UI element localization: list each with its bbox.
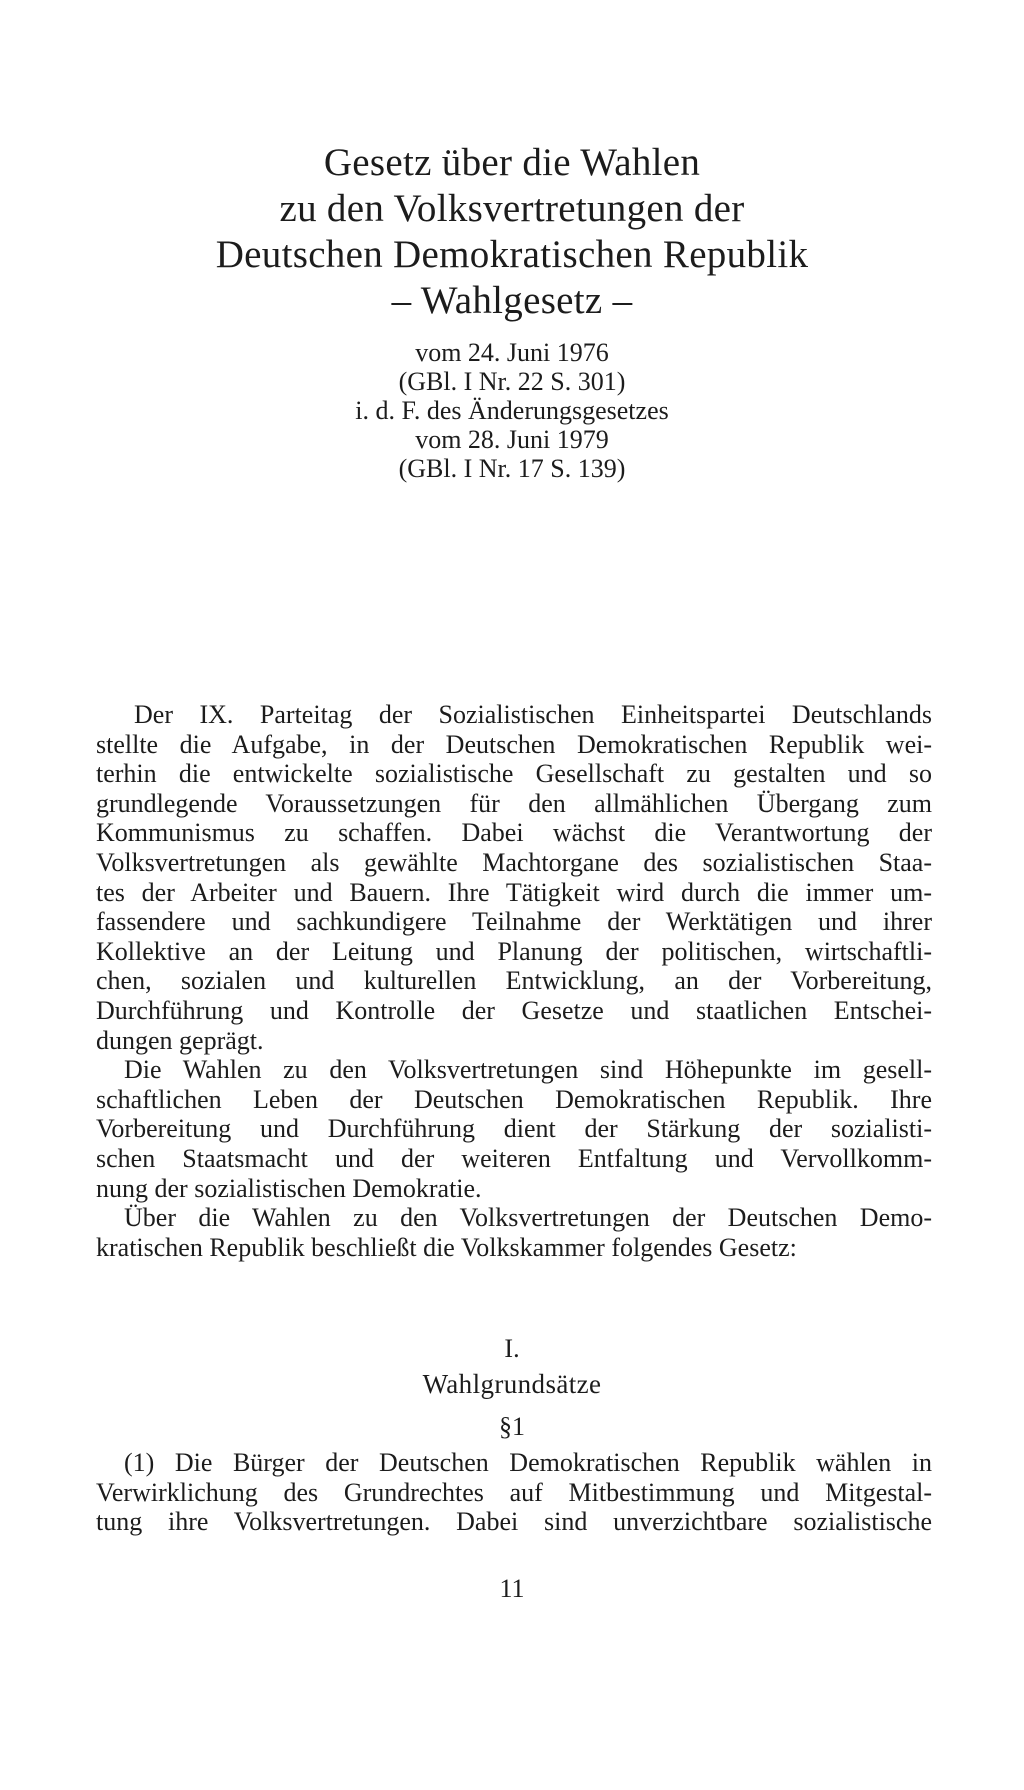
text-line: tung ihre Volksvertretungen. Dabei sind unverzichtbare sozialistische [96,1507,932,1537]
text-line: grundlegende Voraussetzungen für den allmählichen Übergang zum [96,788,932,818]
paragraph-sign: §1 [499,1412,525,1441]
text-line: Verwirklichung des Grundrechtes auf Mitbestimmung und Mitgestal- [96,1477,932,1507]
section-number: I. [504,1334,520,1363]
law-title [0,140,1024,324]
text-line: Volksvertretungen als gewählte Machtorgane des sozialistischen Staa- [96,847,932,877]
text-line: kratischen Republik beschließt die Volkskammer folgendes Gesetz: [96,1232,797,1262]
text-line: (1) Die Bürger der Deutschen Demokratischen Republik wählen in [124,1448,932,1477]
text-line: nung der sozialistischen Demokratie. [96,1173,482,1203]
text-line: dungen geprägt. [96,1025,264,1055]
text-line: schen Staatsmacht und der weiteren Entfaltung und Vervollkomm- [96,1143,932,1173]
page-number: 11 [499,1574,525,1603]
title-line: Gesetz über die Wahlen [323,141,701,184]
section-title: Wahlgrundsätze [422,1369,602,1399]
title-line: – Wahlgesetz – [391,279,633,322]
text-line: Vorbereitung und Durchführung dient der Stärkung der sozialisti- [96,1114,932,1144]
text-line: tes der Arbeiter und Bauern. Ihre Tätigkeit wird durch die immer um- [96,877,932,907]
source-line: vom 24. Juni 1976 [415,338,609,367]
text-line: Die Wahlen zu den Volksvertretungen sind Höhepunkte im gesell- [124,1055,932,1085]
text-line: stellte die Aufgabe, in der Deutschen Demokratischen Republik wei- [96,729,932,759]
source-line: (GBl. I Nr. 22 S. 301) [398,367,626,396]
source-line: (GBl. I Nr. 17 S. 139) [398,454,626,483]
text-line: Kommunismus zu schaffen. Dabei wächst die Verantwortung der [96,818,932,848]
title-line: Deutschen Demokratischen Republik [215,233,809,276]
text-line: Kollektive an der Leitung und Planung der politischen, wirtschaftli- [96,936,932,966]
text-line: terhin die entwickelte sozialistische Gesellschaft zu gestalten und so [96,759,932,789]
source-line: i. d. F. des Änderungsgesetzes [355,396,669,425]
text-line: Durchführung und Kontrolle der Gesetze und staatlichen Entschei- [96,995,932,1025]
publication-reference [0,338,1024,483]
text-line: Der IX. Parteitag der Sozialistischen Einheitspartei Deutschlands [134,700,932,729]
preamble-paragraph [96,700,932,1262]
text-line: schaftlichen Leben der Deutschen Demokratischen Republik. Ihre [96,1084,932,1114]
source-line: vom 28. Juni 1979 [415,425,609,454]
title-line: zu den Volksvertretungen der [279,187,745,230]
text-line: fassendere und sachkundigere Teilnahme der Werktätigen und ihrer [96,907,932,937]
text-line: Über die Wahlen zu den Volksvertretungen der Deutschen Demo- [124,1203,932,1233]
text-line: chen, sozialen und kulturellen Entwicklung, an der Vorbereitung, [96,966,932,996]
paragraph-1-text [96,1448,932,1537]
